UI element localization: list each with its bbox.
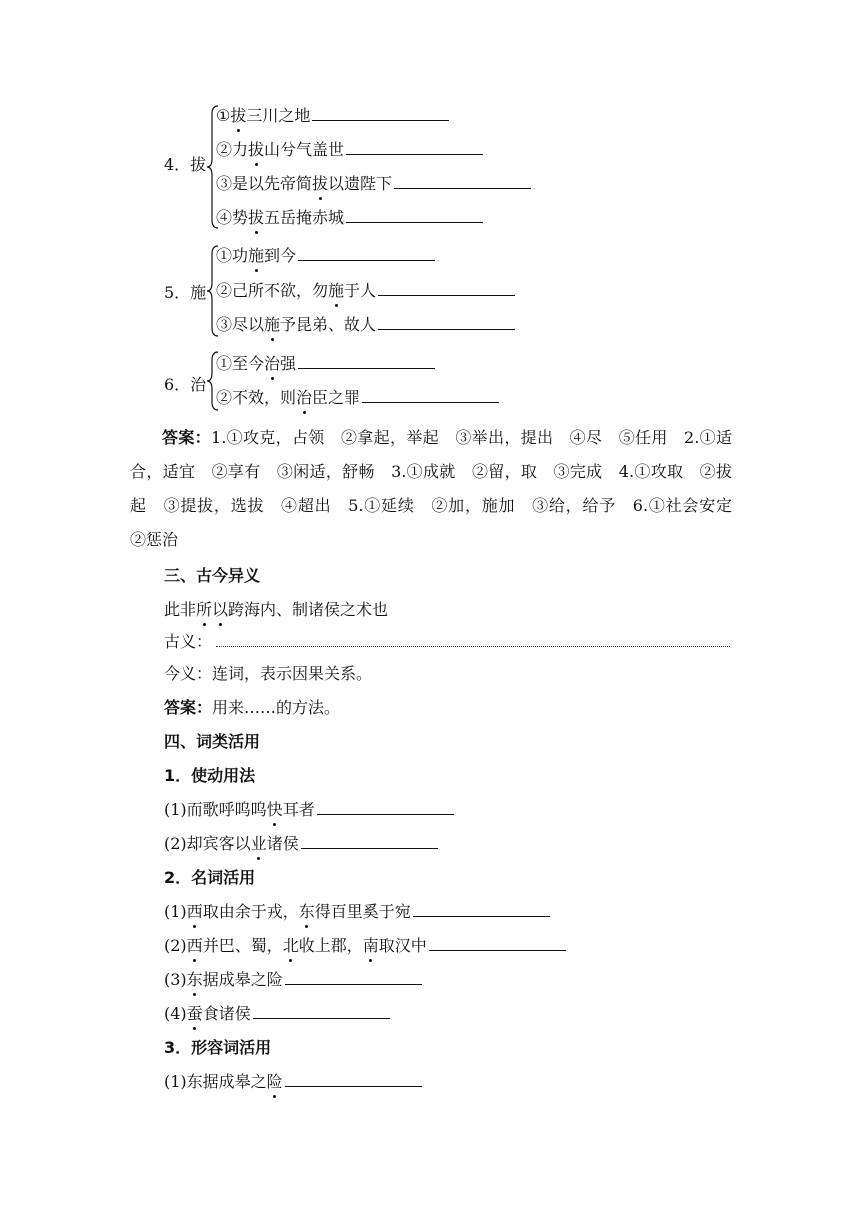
- list-item: ③是以先帝简拔以遗陛下: [216, 173, 531, 195]
- list-item: ①拔三川之地: [216, 105, 449, 127]
- list-item: (1)西取由余于戎，东得百里奚于宛: [164, 901, 550, 923]
- answer-line: [216, 646, 730, 647]
- list-item: (2)西并巴、蜀，北收上郡，南取汉中: [164, 935, 566, 957]
- list-item: (3)东据成皋之险: [164, 969, 422, 991]
- group-label: 6．治: [164, 375, 207, 394]
- list-item: (1)而歌呼呜呜快耳者: [164, 799, 454, 821]
- answer-line-3: 答案：用来……的方法。: [164, 698, 341, 717]
- subsection-title: 1．使动用法: [164, 766, 256, 785]
- section-title: 三、古今异义: [164, 566, 261, 585]
- list-item: (2)却宾客以业诸侯: [164, 833, 438, 855]
- list-item: ①功施到今: [216, 245, 435, 267]
- group-label: 5．施: [164, 283, 207, 302]
- section-title: 四、词类活用: [164, 732, 261, 751]
- list-item: (4)蚕食诸侯: [164, 1003, 390, 1025]
- subsection-title: 2．名词活用: [164, 868, 256, 887]
- group-label: 4．拔: [164, 155, 207, 174]
- list-item: ①至今治强: [216, 353, 435, 375]
- gu-label: 古义：: [164, 632, 213, 651]
- list-item: ④势拔五岳掩赤城: [216, 207, 483, 229]
- subsection-title: 3．形容词活用: [164, 1038, 272, 1057]
- list-item: (1)东据成皋之险: [164, 1071, 422, 1093]
- answer-paragraph: 答案：1.①攻克，占领 ②拿起，举起 ③举出，提出 ④尽 ⑤任用 2.①适合，适宜 ②享有 ③闲适，舒畅 3.①成就 ②留，取 ③完成 4.①攻取 ②拔起 ③提拔，选拔 ④超出 5.①延续 ②加，施加 ③给，给予 6.①社会安定 ②惩治: [130, 428, 749, 549]
- example-sentence: 此非所以跨海内、制诸侯之术也: [164, 600, 389, 619]
- list-item: ③尽以施予昆弟、故人: [216, 314, 515, 336]
- list-item: ②不效，则治臣之罪: [216, 387, 499, 409]
- list-item: ②己所不欲，勿施于人: [216, 280, 515, 302]
- jin-line: 今义：连词，表示因果关系。: [164, 664, 373, 683]
- list-item: ②力拔山兮气盖世: [216, 139, 483, 161]
